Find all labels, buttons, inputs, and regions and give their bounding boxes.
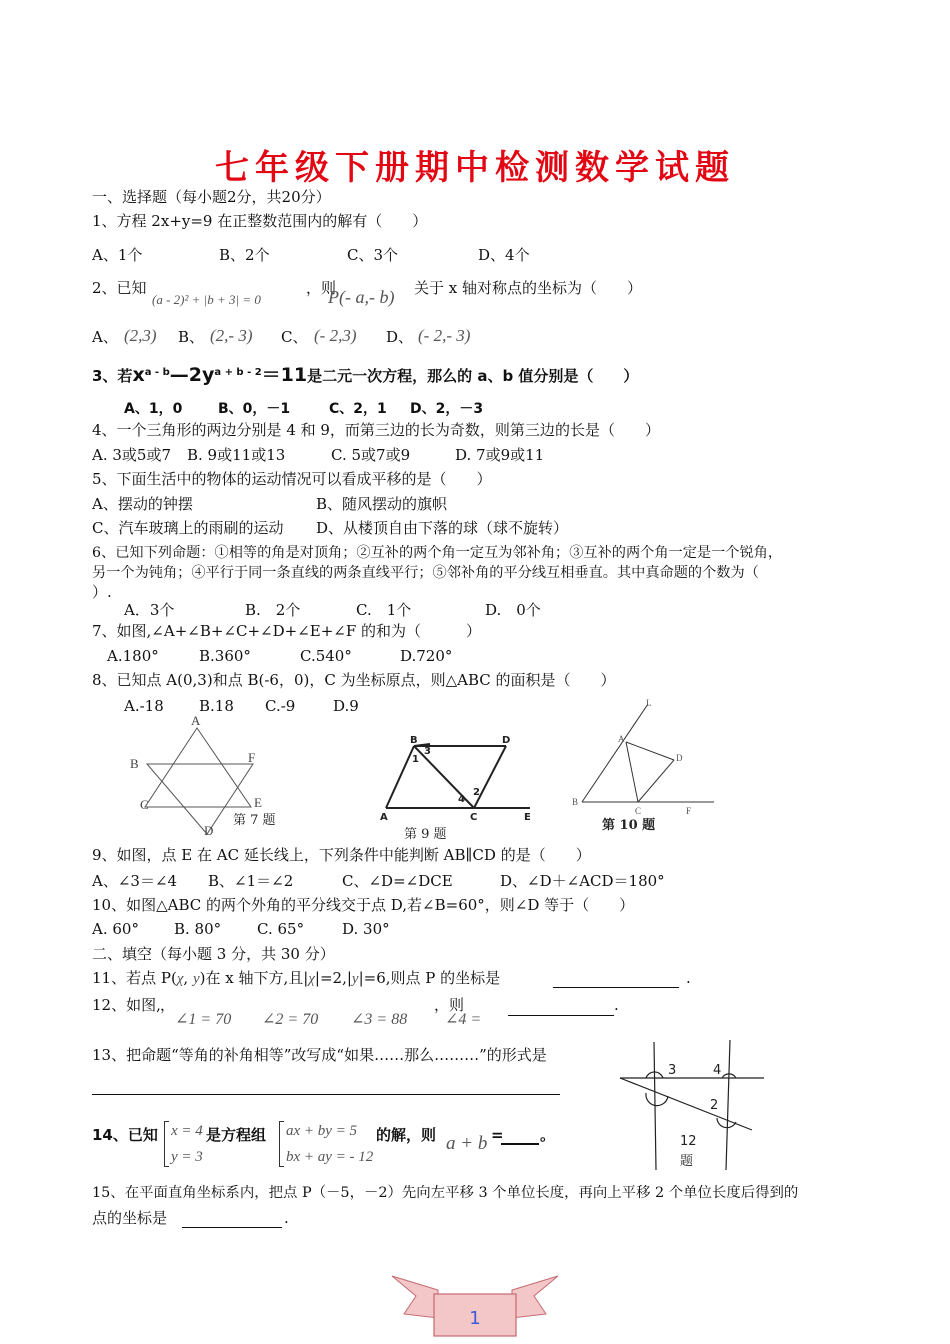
- fig10-label-d: D: [676, 753, 683, 763]
- q9-option-b: B、∠1＝∠2: [208, 872, 294, 890]
- q2-suffix: 关于 x 轴对称点的坐标为（ ）: [414, 279, 642, 297]
- q11-stem: [92, 968, 500, 989]
- q15-period: .: [284, 1209, 289, 1227]
- q1-stem: 1、方程 2x+y=9 在正整数范围内的解有（ ）: [92, 212, 428, 230]
- fig9-label-d: D: [502, 735, 511, 746]
- q14-prefix: 14、已知: [92, 1126, 158, 1144]
- q14-sys1-line2: y = 3: [171, 1149, 203, 1165]
- q4-option-c: C. 5或7或9: [331, 446, 411, 464]
- q1-option-d: D、4个: [478, 246, 530, 264]
- q6-line2: 另一个为钝角；④平行于同一条直线的两条直线平行；⑤邻补角的平分线互相垂直。其中真命题的个数为（: [92, 565, 759, 581]
- section-heading-fill: 二、填空（每小题 3 分，共 30 分）: [92, 945, 335, 963]
- q7-option-d: D.720°: [400, 647, 453, 665]
- q14-equals: =: [491, 1126, 504, 1144]
- q8-option-a: A.-18: [124, 697, 164, 715]
- fig12-label-4: 4: [713, 1063, 722, 1078]
- page-number-ribbon: [390, 1270, 560, 1340]
- q3-suffix: 是二元一次方程，那么的 a、b 值分别是（ ）: [307, 367, 639, 385]
- q11-mid2: |=2,|: [314, 969, 352, 987]
- fig12-caption-number: 12: [680, 1134, 697, 1149]
- q3-option-c: C、2，1: [329, 401, 387, 417]
- q4-option-b: B. 9或11或13: [187, 446, 286, 464]
- q7-option-b: B.360°: [199, 647, 251, 665]
- q3-option-a: A、1，0: [124, 401, 183, 417]
- q14-sys1-line1: x = 4: [171, 1123, 203, 1139]
- q2-option-d: (- 2,- 3): [418, 326, 471, 345]
- fig7-label-e: E: [254, 795, 262, 810]
- q11-var-x2: χ: [308, 971, 315, 987]
- q11-mid1: )在 x 轴下方,且|: [199, 969, 309, 987]
- q14-sys2-line2: bx + ay = - 12: [286, 1149, 374, 1165]
- q14-answer-blank[interactable]: [501, 1128, 539, 1145]
- q14-expression: a + b: [446, 1133, 488, 1154]
- fig10-label-a: A: [618, 734, 625, 744]
- q4-stem: 4、一个三角形的两边分别是 4 和 9，而第三边的长为奇数，则第三边的长是（ ）: [92, 421, 660, 439]
- q2-option-a: (2,3): [124, 326, 157, 345]
- q11-var-x: χ: [176, 971, 184, 987]
- fig9-caption: 第 9 题: [404, 827, 447, 842]
- q2-option-b: (2,- 3): [210, 326, 253, 345]
- q3-y: —2y: [169, 364, 215, 386]
- figure-12-lines: [612, 1038, 782, 1172]
- fig9-label-4: 4: [458, 794, 465, 805]
- q12-angle3: ∠3 = 88: [351, 1011, 408, 1028]
- q10-option-b: B. 80°: [174, 920, 222, 938]
- q7-option-c: C.540°: [300, 647, 352, 665]
- q9-option-a: A、∠3＝∠4: [92, 872, 178, 890]
- q14-sys2-line1: ax + by = 5: [286, 1123, 358, 1139]
- fig7-caption: 第 7 题: [233, 813, 276, 828]
- fig7-label-b: B: [130, 756, 139, 771]
- q2-prefix: 2、已知: [92, 279, 147, 297]
- q11-suffix: |=6,则点 P 的坐标是: [358, 969, 501, 987]
- q3-option-b: B、0，－1: [218, 401, 291, 417]
- q15-line1: 15、在平面直角坐标系内，把点 P（－5，－2）先向左平移 3 个单位长度，再向上平移 2 个单位长度后得到的: [92, 1185, 799, 1201]
- q7-option-a: A.180°: [107, 647, 159, 665]
- figure-10-triangle: [566, 698, 716, 836]
- fig9-label-c: C: [470, 812, 478, 823]
- section-heading-choice: 一、选择题（每小题2分，共20分）: [92, 188, 331, 206]
- q9-option-d: D、∠D＋∠ACD＝180°: [500, 872, 665, 890]
- fig10-label-c: C: [635, 806, 642, 816]
- q6-option-d: D. 0个: [485, 601, 541, 619]
- q4-option-d: D. 7或9或11: [455, 446, 545, 464]
- q3-eq: ＝11: [261, 364, 308, 386]
- q5-option-d: D、从楼顶自由下落的球（球不旋转）: [316, 519, 569, 537]
- page-title: 七年级下册期中检测数学试题: [215, 148, 735, 188]
- fig10-label-b: B: [572, 797, 579, 807]
- q1-option-c: C、3个: [347, 246, 399, 264]
- fig9-label-a: A: [380, 812, 388, 823]
- q2-label-c: C、: [281, 328, 308, 346]
- q3-exp2: a + b - 2: [214, 367, 262, 378]
- q8-stem: 8、已知点 A(0,3)和点 B(-6，0)，C 为坐标原点，则△ABC 的面积是（ ）: [92, 671, 616, 689]
- q2-option-c: (- 2,3): [314, 326, 357, 345]
- q6-option-c: C. 1个: [356, 601, 412, 619]
- q8-option-b: B.18: [199, 697, 234, 715]
- q5-stem: 5、下面生活中的物体的运动情况可以看成平移的是（ ）: [92, 470, 492, 488]
- q13-answer-line[interactable]: [92, 1094, 560, 1095]
- fig12-label-2: 2: [710, 1098, 719, 1113]
- q11-var-y: y: [192, 971, 200, 987]
- q1-option-a: A、1个: [92, 246, 143, 264]
- q1-option-b: B、2个: [219, 246, 270, 264]
- fig10-label-l: L: [646, 698, 652, 708]
- q14-brace-1: [164, 1121, 169, 1167]
- q3-option-d: D、2，－3: [410, 401, 484, 417]
- q6-option-a: A．3个: [124, 601, 175, 619]
- fig9-label-3: 3: [424, 746, 431, 757]
- q2-label-b: B、: [178, 328, 205, 346]
- q10-option-c: C. 65°: [257, 920, 305, 938]
- q14-post: 的解，则: [376, 1126, 437, 1144]
- fig9-label-b: B: [410, 735, 418, 746]
- q12-prefix: 12、如图,: [92, 996, 161, 1014]
- q12-angle1: ∠1 = 70: [175, 1011, 232, 1028]
- q11-period: .: [686, 969, 691, 987]
- fig12-caption-word: 题: [680, 1154, 694, 1169]
- q8-option-d: D.9: [333, 697, 359, 715]
- q9-option-c: C、∠D=∠DCE: [342, 872, 453, 890]
- q2-label-a: A、: [92, 328, 118, 346]
- q5-option-a: A、摆动的钟摆: [92, 495, 193, 513]
- q11-prefix: 11、若点 P(: [92, 969, 177, 987]
- q12-angle4: ∠4 =: [445, 1011, 482, 1028]
- q2-condition-math: (a - 2)² + |b + 3| = 0: [152, 292, 261, 307]
- q3-prefix: 3、若: [92, 367, 133, 385]
- figure-9-parallelogram: [378, 730, 538, 846]
- q14-brace-2: [279, 1121, 284, 1167]
- q2-mid: ，则: [306, 279, 337, 297]
- q10-stem: 10、如图△ABC 的两个外角的平分线交于点 D,若∠B=60°，则∠D 等于（ ）: [92, 896, 635, 914]
- fig9-label-e: E: [524, 812, 531, 823]
- q12-period: .: [614, 996, 619, 1014]
- q3-x: x: [132, 364, 145, 386]
- fig9-label-1: 1: [412, 754, 419, 765]
- page-number: 1: [469, 1308, 481, 1329]
- q12-mid: ，则: [434, 996, 465, 1014]
- q11-answer-blank[interactable]: [553, 972, 679, 988]
- q5-option-b: B、随风摆动的旗帜: [316, 495, 448, 513]
- fig7-label-f: F: [248, 750, 256, 765]
- q3-exp1: a - b: [144, 367, 170, 378]
- q5-option-c: C、汽车玻璃上的雨刷的运动: [92, 519, 284, 537]
- fig10-caption: 第 10 题: [602, 818, 656, 833]
- q14-mid: 是方程组: [206, 1126, 267, 1144]
- q6-line3: ）.: [92, 583, 112, 601]
- q6-option-b: B. 2个: [245, 601, 301, 619]
- q15-line2: 点的坐标是: [92, 1209, 168, 1227]
- fig7-label-d: D: [204, 823, 214, 838]
- fig12-label-3: 3: [668, 1063, 677, 1078]
- q2-point-math: P(- a,- b): [328, 287, 395, 307]
- q12-answer-blank[interactable]: [508, 1000, 614, 1016]
- q9-stem: 9、如图，点 E 在 AC 延长线上，下列条件中能判断 AB∥CD 的是（ ）: [92, 846, 591, 864]
- q13-stem: 13、把命题“等角的补角相等”改写成“如果……那么………”的形式是: [92, 1046, 547, 1064]
- fig9-label-2: 2: [473, 787, 480, 798]
- q4-option-a: A. 3或5或7: [92, 446, 171, 464]
- q15-answer-blank[interactable]: [182, 1212, 282, 1228]
- q6-line1: 6、已知下列命题：①相等的角是对顶角；②互补的两个角一定互为邻补角；③互补的两个角一定是一个锐角，: [92, 545, 783, 561]
- q10-option-d: D. 30°: [342, 920, 390, 938]
- q14-end: 。: [540, 1126, 556, 1144]
- q11-sep: ,: [183, 969, 193, 987]
- q2-label-d: D、: [386, 328, 414, 346]
- figure-7-star: [125, 712, 295, 840]
- fig7-label-c: C: [140, 797, 149, 812]
- q12-comma: ，: [160, 996, 176, 1014]
- q7-stem: 7、如图,∠A+∠B+∠C+∠D+∠E+∠F 的和为（ ）: [92, 622, 482, 640]
- q8-option-c: C.-9: [265, 697, 296, 715]
- q3-stem: [92, 363, 638, 386]
- q11-var-y2: y: [351, 971, 359, 987]
- fig7-label-a: A: [191, 713, 201, 728]
- fig10-label-f: F: [686, 806, 692, 816]
- q12-angle2: ∠2 = 70: [262, 1011, 319, 1028]
- q10-option-a: A. 60°: [92, 920, 139, 938]
